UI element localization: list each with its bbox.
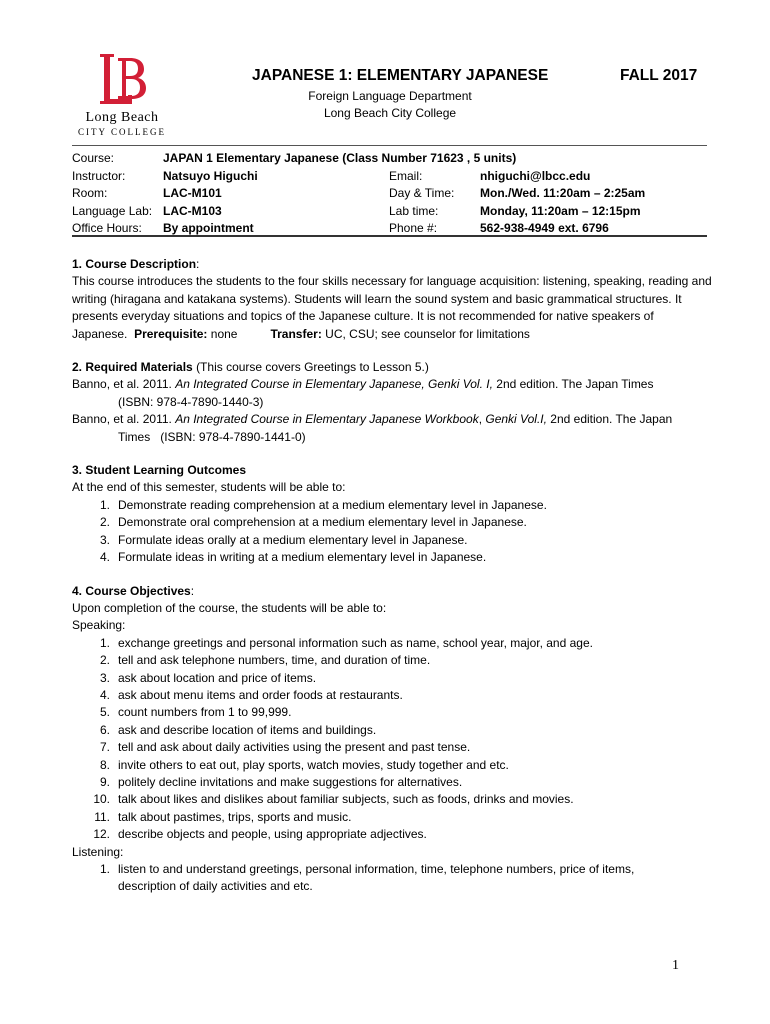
room-value: LAC-M101 — [163, 186, 222, 200]
section-course-objectives — [72, 583, 712, 896]
course-term: FALL 2017 — [620, 67, 698, 84]
list-item: 12. describe objects and people, using appropriate adjectives. — [93, 827, 427, 842]
list-item-text: listen to and understand greetings, personal information, time, telephone numbers, price of items, — [118, 862, 635, 876]
outcomes-list — [72, 497, 712, 567]
section-heading: 4. Course Objectives — [72, 583, 191, 598]
lab-value: LAC-M103 — [163, 203, 222, 218]
office-value: By appointment — [163, 221, 254, 235]
list-item-text: ask and describe location of items and buildings. — [118, 722, 377, 737]
course-value: JAPAN 1 Elementary Japanese (Class Number 71623 , 5 units) — [163, 151, 517, 165]
list-item-text: talk about pastimes, trips, sports and music. — [118, 809, 352, 824]
reference-publisher: 2nd edition. The Japan — [546, 412, 673, 427]
list-item: 8. invite others to eat out, play sports, watch movies, study together and etc. — [99, 757, 509, 772]
email-value[interactable]: nhiguchi@lbcc.edu — [480, 168, 591, 183]
section-heading: 3. Student Learning Outcomes — [72, 463, 247, 478]
college-name: Long Beach City College — [323, 106, 457, 120]
reference-2-isbn: Times (ISBN: 978-4-7890-1441-0) — [118, 429, 306, 444]
lb-logo-icon — [96, 52, 148, 108]
course-description-text — [72, 273, 712, 343]
info-row-course — [72, 150, 712, 168]
section-learning-outcomes — [72, 462, 712, 566]
list-item-text: talk about likes and dislikes about familiar subjects, such as foods, drinks and movies. — [118, 792, 574, 807]
materials-note: (This course covers Greetings to Lesson 5.) — [196, 360, 429, 375]
heading-colon: : — [196, 257, 200, 271]
page-number: 1 — [672, 958, 679, 973]
list-item-text: politely decline invitations and make suggestions for alternatives. — [118, 774, 463, 789]
list-item-text: describe objects and people, using appropriate adjectives. — [118, 827, 427, 842]
list-item: 3. Formulate ideas orally at a medium elementary level in Japanese. — [99, 532, 468, 547]
list-item: 5. count numbers from 1 to 99,999. — [99, 705, 292, 720]
college-logo — [72, 52, 172, 137]
list-item: 6. ask and describe location of items and buildings. — [99, 722, 377, 737]
course-label: Course: — [72, 151, 115, 165]
heading-colon: : — [190, 583, 195, 598]
phone-value: 562-938-4949 ext. 6796 — [480, 221, 609, 235]
list-item-text: Demonstrate reading comprehension at a medium elementary level in Japanese. — [118, 497, 547, 512]
logo-name: Long Beach — [85, 110, 159, 125]
daytime-label: Day & Time: — [389, 186, 455, 200]
list-item-text: Demonstrate oral comprehension at a medium elementary level in Japanese. — [118, 515, 527, 530]
section-required-materials — [72, 359, 712, 446]
listening-label: Listening: — [72, 844, 124, 859]
prerequisite-label: Prerequisite: — [134, 326, 208, 341]
list-item: 1. Demonstrate reading comprehension at a medium elementary level in Japanese. — [99, 497, 547, 512]
room-label: Room: — [72, 186, 108, 200]
description-text: This course introduces the students to the four skills necessary for language acquisition: listening, speaking, reading and writing (hiragana and katakana systems). Students will learn the sound system and basic grammatical structures. It presents everyday situations and topics of the Japanese culture. It is not recommended for native speakers of Japanese. — [72, 274, 712, 341]
reference-1-isbn: (ISBN: 978-4-7890-1440-3) — [118, 394, 264, 409]
transfer-value: UC, CSU; see counselor for limitations — [325, 326, 530, 341]
list-item-text: ask about location and price of items. — [118, 670, 317, 685]
reference-2 — [72, 411, 712, 428]
instructor-value: Natsuyo Higuchi — [163, 168, 258, 183]
transfer-label: Transfer: — [270, 326, 322, 341]
course-title: JAPANESE 1: ELEMENTARY JAPANESE — [252, 67, 549, 84]
list-item-text: tell and ask about daily activities using the present and past tense. — [118, 740, 471, 755]
section-heading: 1. Course Description — [72, 257, 197, 271]
list-item-text: count numbers from 1 to 99,999. — [118, 705, 292, 720]
office-label: Office Hours: — [72, 221, 142, 235]
reference-publisher: 2nd edition. The Japan Times — [492, 377, 654, 392]
speaking-label: Speaking: — [72, 618, 126, 633]
reference-authors: Banno, et al. 2011. — [72, 377, 176, 392]
list-item-text: Formulate ideas orally at a medium elementary level in Japanese. — [118, 532, 468, 547]
list-item-text-continued: description of daily activities and etc. — [118, 879, 313, 894]
reference-comma: , — [478, 412, 486, 427]
list-item: 4. Formulate ideas in writing at a medium elementary level in Japanese. — [99, 550, 487, 565]
speaking-list — [72, 635, 712, 844]
list-item: 2. Demonstrate oral comprehension at a medium elementary level in Japanese. — [99, 515, 527, 530]
phone-label: Phone #: — [389, 221, 438, 235]
listening-list — [72, 861, 712, 896]
reference-1 — [72, 376, 712, 393]
reference-volume: Genki Vol.I, — [485, 412, 547, 427]
list-item: 3. ask about location and price of items. — [99, 670, 317, 685]
section-course-description — [72, 256, 712, 343]
daytime-value: Mon./Wed. 11:20am – 2:25am — [480, 186, 646, 200]
section-heading: 2. Required Materials — [72, 360, 193, 375]
list-item: 2. tell and ask telephone numbers, time, and duration of time. — [99, 653, 431, 668]
lab-label: Language Lab: — [72, 203, 153, 218]
list-item-text: tell and ask telephone numbers, time, and duration of time. — [118, 653, 431, 668]
outcomes-intro: At the end of this semester, students will be able to: — [72, 480, 346, 495]
list-item: 7. tell and ask about daily activities using the present and past tense. — [99, 740, 471, 755]
list-item-text: exchange greetings and personal information such as name, school year, major, and age. — [118, 635, 593, 650]
info-bottom-rule — [72, 235, 707, 237]
list-item: 4. ask about menu items and order foods at restaurants. — [99, 687, 403, 702]
labtime-value: Monday, 11:20am – 12:15pm — [480, 203, 641, 218]
reference-title: An Integrated Course in Elementary Japanese Workbook — [175, 412, 479, 427]
list-item: 10. talk about likes and dislikes about familiar subjects, such as foods, drinks and movies. — [93, 792, 574, 807]
reference-title: An Integrated Course in Elementary Japanese, Genki Vol. I, — [175, 377, 493, 392]
list-item: 9. politely decline invitations and make suggestions for alternatives. — [99, 774, 463, 789]
department-name: Foreign Language Department — [308, 89, 472, 103]
objectives-intro: Upon completion of the course, the students will be able to: — [72, 600, 387, 615]
info-row-lab — [72, 203, 712, 221]
list-item-text: invite others to eat out, play sports, watch movies, study together and etc. — [118, 757, 509, 772]
info-top-rule — [72, 145, 707, 146]
instructor-label: Instructor: — [72, 168, 126, 183]
reference-authors: Banno, et al. 2011. — [72, 412, 176, 427]
labtime-label: Lab time: — [389, 203, 439, 218]
syllabus-body — [72, 256, 712, 896]
info-row-room — [72, 185, 712, 203]
email-label: Email: — [389, 168, 423, 183]
list-item: 11. talk about pastimes, trips, sports and music. — [94, 809, 352, 824]
info-row-instructor — [72, 168, 712, 186]
list-item: 1. exchange greetings and personal information such as name, school year, major, and age. — [99, 635, 593, 650]
list-item-text: ask about menu items and order foods at restaurants. — [118, 687, 403, 702]
logo-subtitle: CITY COLLEGE — [78, 127, 166, 137]
prerequisite-value: none — [210, 326, 238, 341]
list-item-text: Formulate ideas in writing at a medium elementary level in Japanese. — [118, 550, 487, 565]
list-item: 1. listen to and understand greetings, personal information, time, telephone numbers, price of items, description of daily activities and etc. — [99, 862, 635, 894]
course-info-block — [72, 150, 712, 238]
